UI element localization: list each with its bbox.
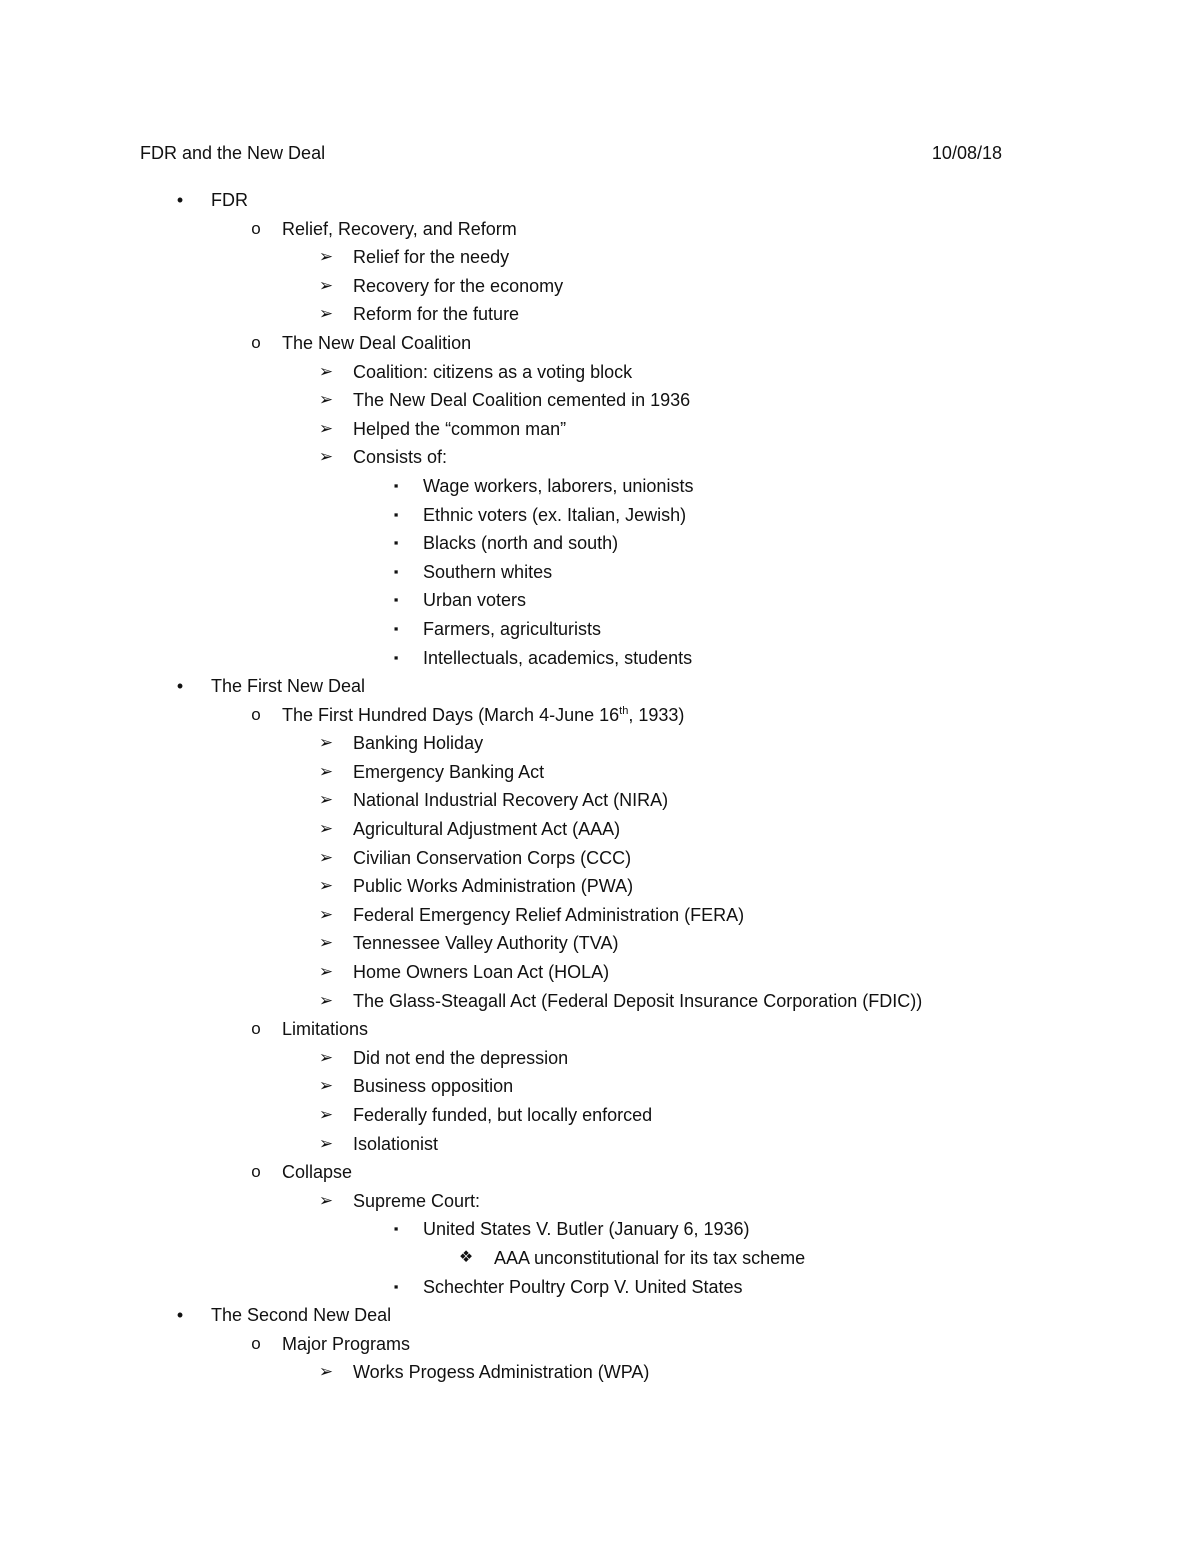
bullet-dot-icon: •	[176, 676, 184, 697]
arrowhead-bullet-icon: ➢	[318, 304, 334, 324]
list-item-text: The First New Deal	[211, 676, 366, 697]
bullet-circle-icon: o	[251, 1162, 261, 1182]
list-item	[0, 1358, 1200, 1387]
arrowhead-bullet-icon: ➢	[318, 904, 334, 924]
diamond-bullet-icon: ❖	[458, 1248, 474, 1266]
square-bullet-icon: ▪	[393, 649, 399, 665]
arrowhead-bullet-icon: ➢	[318, 819, 334, 839]
square-bullet-icon: ▪	[393, 620, 399, 636]
list-item-text: FDR	[211, 190, 248, 210]
arrowhead-bullet-icon: ➢	[318, 1133, 334, 1153]
list-item-text: Recovery for the economy	[353, 275, 564, 296]
page-header	[140, 143, 1002, 171]
list-item	[0, 786, 1200, 815]
bullet-dot-icon: •	[176, 1305, 184, 1326]
list-item	[0, 615, 1200, 644]
list-item	[0, 386, 1200, 415]
list-item	[0, 300, 1200, 329]
list-item-text: Works Progess Administration (WPA)	[353, 1362, 650, 1383]
list-item	[0, 529, 1200, 558]
list-item	[0, 1215, 1200, 1244]
list-item-text: The Glass-Steagall Act (Federal Deposit Insurance Corporation (FDIC))	[353, 990, 923, 1011]
list-item-text: Civilian Conservation Corps (CCC)	[353, 847, 632, 868]
arrowhead-bullet-icon: ➢	[318, 761, 334, 781]
bullet-dot-icon: •	[176, 190, 184, 210]
list-item	[0, 1187, 1200, 1216]
list-item	[0, 987, 1200, 1016]
list-item	[0, 586, 1200, 615]
list-item	[0, 1301, 1200, 1330]
list-item	[0, 358, 1200, 387]
list-item	[0, 1273, 1200, 1302]
list-item-text: Urban voters	[423, 590, 527, 611]
list-item-text: Federally funded, but locally enforced	[353, 1105, 653, 1125]
list-item	[0, 729, 1200, 758]
arrowhead-bullet-icon: ➢	[318, 361, 334, 381]
bullet-circle-icon: o	[251, 1019, 261, 1039]
notes-outline	[0, 186, 1200, 1387]
square-bullet-icon: ▪	[393, 592, 399, 608]
list-item-text: The Second New Deal	[211, 1305, 392, 1326]
list-item	[0, 672, 1200, 701]
list-item-text: Public Works Administration (PWA)	[353, 876, 634, 897]
list-item-text: AAA unconstitutional for its tax scheme	[494, 1247, 806, 1268]
list-item	[0, 415, 1200, 444]
arrowhead-bullet-icon: ➢	[318, 1362, 334, 1382]
list-item-text: Intellectuals, academics, students	[423, 647, 693, 668]
list-item	[0, 243, 1200, 272]
list-item-text: The New Deal Coalition cemented in 1936	[353, 390, 691, 411]
list-item	[0, 1015, 1200, 1044]
list-item-text: Ethnic voters (ex. Italian, Jewish)	[423, 504, 687, 525]
list-item-text: Did not end the depression	[353, 1047, 569, 1068]
list-item	[0, 186, 1200, 215]
list-item-text: Banking Holiday	[353, 733, 484, 754]
arrowhead-bullet-icon: ➢	[318, 847, 334, 867]
list-item	[0, 1330, 1200, 1359]
list-item-text: Business opposition	[353, 1076, 514, 1097]
arrowhead-bullet-icon: ➢	[318, 275, 334, 295]
list-item-text: Agricultural Adjustment Act (AAA)	[353, 819, 621, 840]
list-item	[0, 329, 1200, 358]
list-item-text: Consists of:	[353, 447, 448, 468]
list-item	[0, 901, 1200, 930]
list-item-text: The New Deal Coalition	[282, 332, 472, 353]
list-item-text: United States V. Butler (January 6, 1936)	[423, 1219, 750, 1240]
list-item-text: Farmers, agriculturists	[423, 618, 602, 639]
page-date: 10/08/18	[931, 143, 1002, 163]
square-bullet-icon: ▪	[393, 1221, 399, 1237]
list-item-text: Emergency Banking Act	[353, 761, 545, 782]
arrowhead-bullet-icon: ➢	[318, 418, 334, 438]
list-item-text: Wage workers, laborers, unionists	[423, 475, 694, 496]
bullet-circle-icon: o	[251, 332, 261, 352]
list-item-text: Coalition: citizens as a voting block	[353, 361, 633, 382]
arrowhead-bullet-icon: ➢	[318, 247, 334, 267]
bullet-circle-icon: o	[251, 704, 261, 724]
list-item	[0, 844, 1200, 873]
list-item	[0, 1130, 1200, 1159]
list-item-text: Blacks (north and south)	[423, 533, 619, 554]
list-item	[0, 1072, 1200, 1101]
square-bullet-icon: ▪	[393, 477, 399, 493]
arrowhead-bullet-icon: ➢	[318, 876, 334, 896]
list-item-text: National Industrial Recovery Act (NIRA)	[353, 790, 669, 811]
list-item-text: Relief, Recovery, and Reform	[282, 218, 517, 239]
arrowhead-bullet-icon: ➢	[318, 790, 334, 810]
arrowhead-bullet-icon: ➢	[318, 933, 334, 953]
list-item	[0, 1044, 1200, 1073]
page-title: FDR and the New Deal	[140, 143, 326, 163]
list-item	[0, 701, 1200, 730]
list-item	[0, 929, 1200, 958]
arrowhead-bullet-icon: ➢	[318, 1190, 334, 1210]
arrowhead-bullet-icon: ➢	[318, 733, 334, 753]
list-item-text: Supreme Court:	[353, 1190, 481, 1211]
arrowhead-bullet-icon: ➢	[318, 1076, 334, 1096]
list-item-text: The First Hundred Days (March 4-June 16th, 1933)	[282, 704, 685, 725]
list-item	[0, 872, 1200, 901]
arrowhead-bullet-icon: ➢	[318, 1105, 334, 1124]
list-item	[0, 501, 1200, 530]
list-item	[0, 1158, 1200, 1187]
list-item-text: Southern whites	[423, 561, 553, 582]
bullet-circle-icon: o	[251, 1333, 261, 1353]
list-item-text: Major Programs	[282, 1333, 411, 1354]
list-item	[0, 1244, 1200, 1273]
square-bullet-icon: ▪	[393, 506, 399, 522]
list-item-text: Collapse	[282, 1162, 353, 1183]
list-item-text: Federal Emergency Relief Administration (FERA)	[353, 904, 745, 925]
arrowhead-bullet-icon: ➢	[318, 447, 334, 467]
square-bullet-icon: ▪	[393, 1278, 399, 1294]
list-item-text: Limitations	[282, 1019, 369, 1040]
list-item	[0, 758, 1200, 787]
list-item	[0, 472, 1200, 501]
arrowhead-bullet-icon: ➢	[318, 1047, 334, 1067]
list-item	[0, 815, 1200, 844]
list-item	[0, 215, 1200, 244]
list-item	[0, 1101, 1200, 1130]
list-item	[0, 644, 1200, 673]
list-item	[0, 558, 1200, 587]
square-bullet-icon: ▪	[393, 535, 399, 551]
arrowhead-bullet-icon: ➢	[318, 990, 334, 1010]
list-item-text: Schechter Poultry Corp V. United States	[423, 1276, 743, 1297]
list-item-text: Relief for the needy	[353, 247, 510, 268]
list-item-text: Isolationist	[353, 1133, 439, 1154]
list-item-text: Helped the “common man”	[353, 418, 567, 439]
square-bullet-icon: ▪	[393, 563, 399, 579]
bullet-circle-icon: o	[251, 218, 261, 238]
list-item-text: Home Owners Loan Act (HOLA)	[353, 962, 610, 983]
list-item	[0, 272, 1200, 301]
list-item	[0, 443, 1200, 472]
list-item	[0, 958, 1200, 987]
ordinal-superscript: th	[619, 704, 629, 717]
arrowhead-bullet-icon: ➢	[318, 962, 334, 982]
list-item-text: Reform for the future	[353, 304, 520, 325]
list-item-text: Tennessee Valley Authority (TVA)	[353, 933, 619, 954]
arrowhead-bullet-icon: ➢	[318, 390, 334, 410]
